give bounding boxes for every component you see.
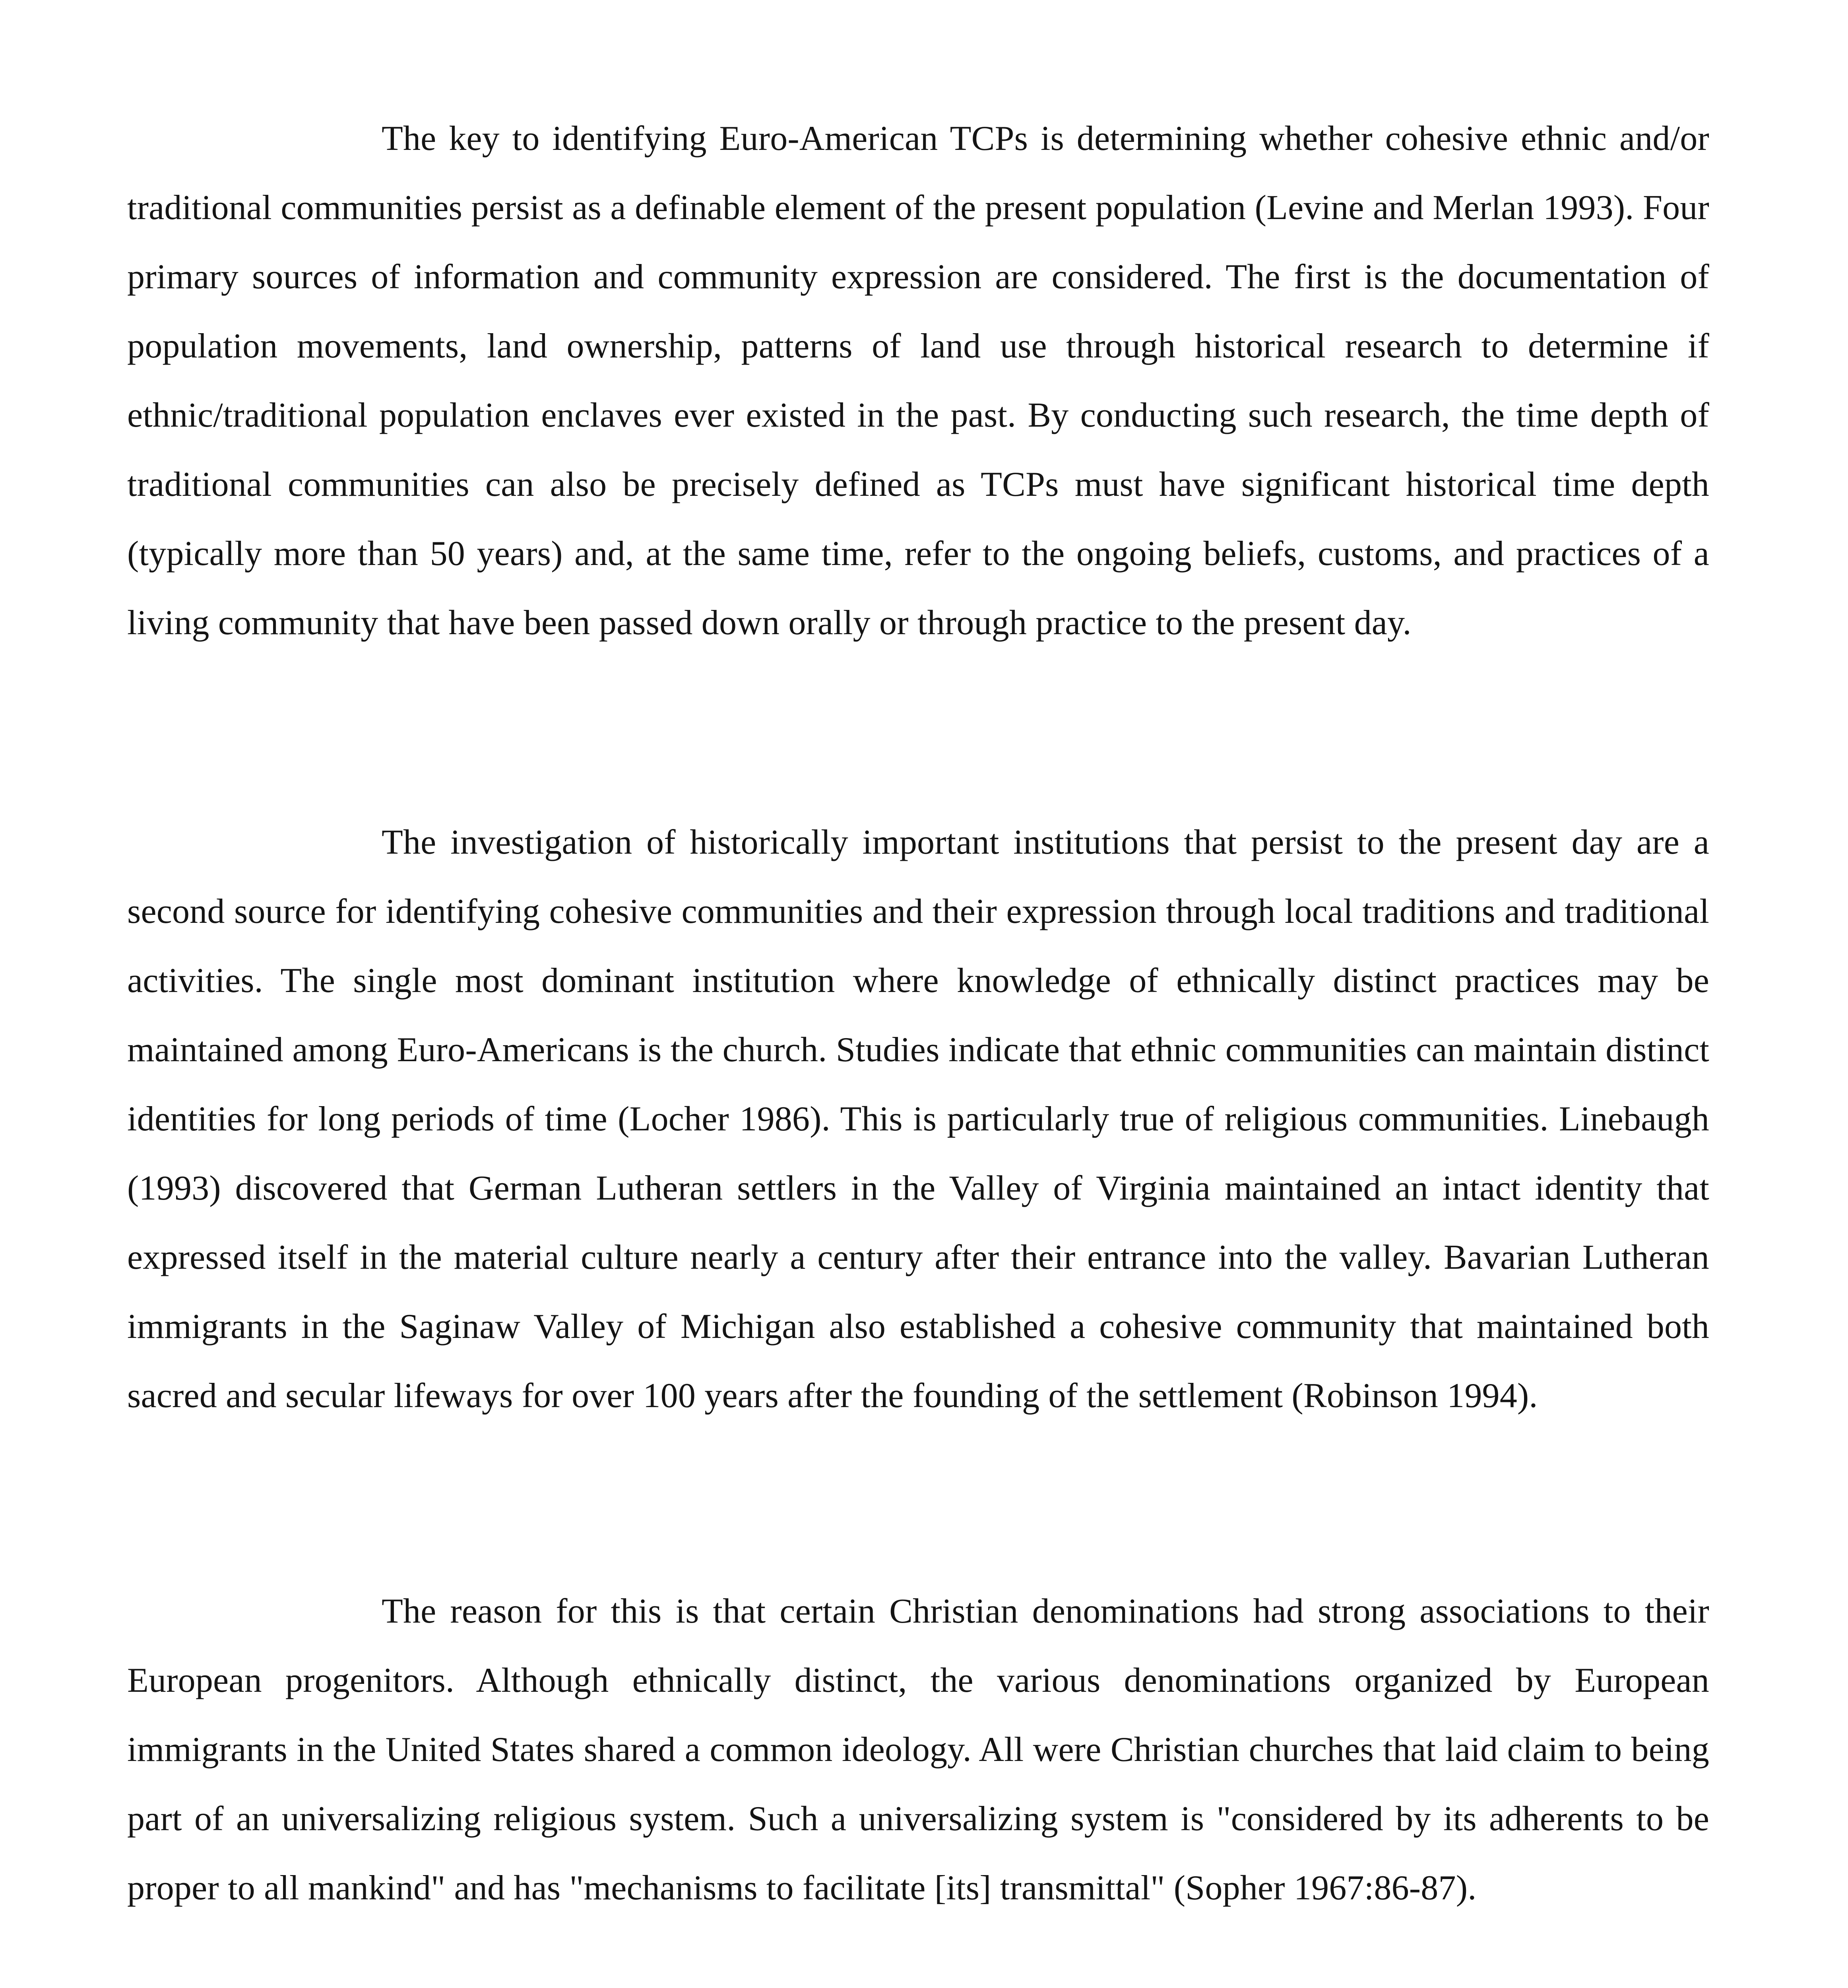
body-paragraph-1: The key to identifying Euro-American TCPs is determining whether cohesive ethnic and/or traditional communities persist as a definable element of the present population (Levine and Merlan 1993). Four primary sources of information and community expression are considered. The first is the documentation of population movements, land ownership, patterns of land use through historical research to determine if ethnic/traditional population enclaves ever existed in the past. By conducting such research, the time depth of traditional communities can also be precisely defined as TCPs must have significant historical time depth (typically more than 50 years) and, at the same time, refer to the ongoing beliefs, customs, and practices of a living community that have been passed down orally or through practice to the present day. [127,119,1709,642]
body-paragraph-2: The investigation of historically important institutions that persist to the present day are a second source for identifying cohesive communities and their expression through local traditions and traditional activities. The single most dominant institution where knowledge of ethnically distinct practices may be maintained among Euro-Americans is the church. Studies indicate that ethnic communities can maintain distinct identities for long periods of time (Locher 1986). This is particularly true of religious communities. Linebaugh (1993) discovered that German Lutheran settlers in the Valley of Virginia maintained an intact identity that expressed itself in the material culture nearly a century after their entrance into the valley. Bavarian Lutheran immigrants in the Saginaw Valley of Michigan also established a cohesive community that maintained both sacred and secular lifeways for over 100 years after the founding of the settlement (Robinson 1994). [127,823,1709,1415]
body-paragraph-3: The reason for this is that certain Christian denominations had strong associations to their European progenitors. Although ethnically distinct, the various denominations organized by European immigrants in the United States shared a common ideology. All were Christian churches that laid claim to being part of an universalizing religious system. Such a universalizing system is "considered by its adherents to be proper to all mankind" and has "mechanisms to facilitate [its] transmittal" (Sopher 1967:86-87). [127,1592,1709,1907]
